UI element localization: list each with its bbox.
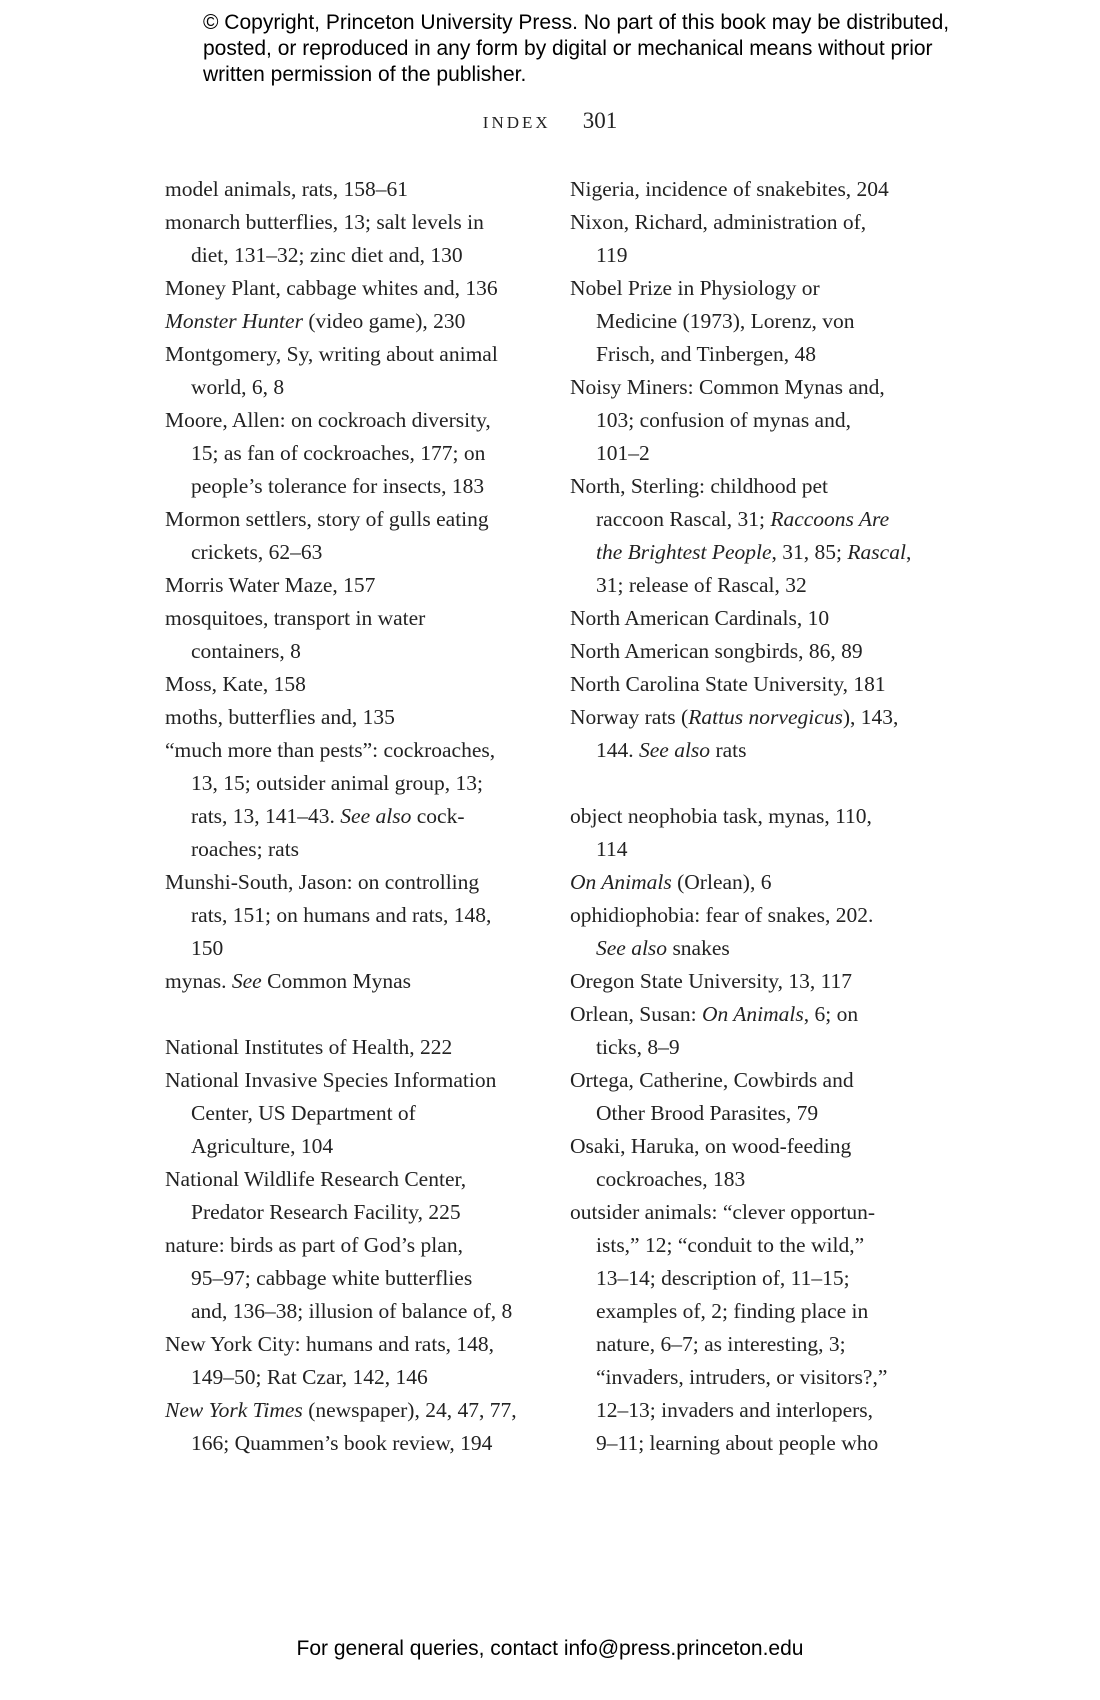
index-entry bbox=[570, 866, 950, 899]
entry-text: ticks, 8–9 bbox=[596, 1035, 680, 1059]
index-entry bbox=[165, 305, 545, 338]
index-entry bbox=[570, 1064, 950, 1097]
entry-text: ophidiophobia: fear of snakes, 202. bbox=[570, 903, 874, 927]
entry-text: outsider animals: “clever opportun- bbox=[570, 1200, 876, 1224]
index-entry-continuation bbox=[165, 371, 545, 404]
entry-text: 95–97; cabbage white butterflies bbox=[191, 1266, 473, 1290]
entry-text: Moore, Allen: on cockroach diversity, bbox=[165, 408, 491, 432]
index-column-right bbox=[570, 173, 950, 1460]
index-entry-continuation bbox=[570, 569, 950, 602]
index-entry bbox=[165, 1229, 545, 1262]
index-entry-continuation bbox=[570, 437, 950, 470]
index-entry-continuation bbox=[165, 1427, 545, 1460]
index-entry bbox=[570, 206, 950, 239]
entry-text: New York City: humans and rats, 148, bbox=[165, 1332, 495, 1356]
index-entry bbox=[165, 206, 545, 239]
entry-text: raccoon Rascal, 31; bbox=[596, 507, 771, 531]
index-entry bbox=[165, 1064, 545, 1097]
entry-text: snakes bbox=[667, 936, 730, 960]
index-entry-continuation bbox=[570, 1097, 950, 1130]
index-entry-continuation bbox=[570, 338, 950, 371]
index-entry-continuation bbox=[570, 833, 950, 866]
index-entry-continuation bbox=[570, 239, 950, 272]
italic-text: On Animals bbox=[701, 1002, 804, 1026]
italic-text: Rascal bbox=[847, 540, 906, 564]
index-entry bbox=[570, 668, 950, 701]
entry-text: rats, 151; on humans and rats, 148, bbox=[191, 903, 492, 927]
page-number: 301 bbox=[582, 108, 618, 133]
italic-text: See also bbox=[596, 936, 668, 960]
index-entry-continuation bbox=[570, 1394, 950, 1427]
index-entry-continuation bbox=[165, 800, 545, 833]
entry-text: people’s tolerance for insects, 183 bbox=[191, 474, 485, 498]
entry-text: Medicine (1973), Lorenz, von bbox=[596, 309, 855, 333]
index-entry-continuation bbox=[165, 1295, 545, 1328]
italic-text: See bbox=[231, 969, 262, 993]
index-entry bbox=[165, 866, 545, 899]
index-entry-continuation bbox=[570, 1229, 950, 1262]
entry-text: (newspaper), 24, 47, 77, bbox=[302, 1398, 517, 1422]
italic-text: See also bbox=[340, 804, 412, 828]
index-entry-continuation bbox=[165, 932, 545, 965]
entry-text: Center, US Department of bbox=[191, 1101, 416, 1125]
entry-text: 149–50; Rat Czar, 142, 146 bbox=[191, 1365, 428, 1389]
entry-text: object neophobia task, mynas, 110, bbox=[570, 804, 872, 828]
letter-group-gap bbox=[165, 998, 545, 1031]
entry-text: rats, 13, 141–43. bbox=[191, 804, 341, 828]
entry-text: cock- bbox=[411, 804, 465, 828]
index-entry bbox=[570, 998, 950, 1031]
entry-text: Morris Water Maze, 157 bbox=[165, 573, 376, 597]
entry-text: containers, 8 bbox=[191, 639, 301, 663]
entry-text: 13, 15; outsider animal group, 13; bbox=[191, 771, 484, 795]
entry-text: mynas. bbox=[165, 969, 232, 993]
entry-text: Nixon, Richard, administration of, bbox=[570, 210, 867, 234]
entry-text: rats bbox=[710, 738, 747, 762]
index-entry bbox=[570, 272, 950, 305]
running-head bbox=[0, 108, 1100, 134]
entry-text: 103; confusion of mynas and, bbox=[596, 408, 851, 432]
entry-text: moths, butterflies and, 135 bbox=[165, 705, 395, 729]
entry-text: 12–13; invaders and interlopers, bbox=[596, 1398, 874, 1422]
entry-text: Moss, Kate, 158 bbox=[165, 672, 306, 696]
index-entry bbox=[165, 965, 545, 998]
entry-text: “invaders, intruders, or visitors?,” bbox=[596, 1365, 888, 1389]
index-entry-continuation bbox=[570, 932, 950, 965]
entry-text: 13–14; description of, 11–15; bbox=[596, 1266, 850, 1290]
entry-text: roaches; rats bbox=[191, 837, 300, 861]
index-entry-continuation bbox=[165, 437, 545, 470]
index-entry bbox=[570, 173, 950, 206]
entry-text: 9–11; learning about people who bbox=[596, 1431, 879, 1455]
entry-text: North American Cardinals, 10 bbox=[570, 606, 830, 630]
index-entry-continuation bbox=[570, 1328, 950, 1361]
index-entry-continuation bbox=[570, 1031, 950, 1064]
italic-text: Rattus norvegicus bbox=[688, 705, 843, 729]
index-entry bbox=[570, 371, 950, 404]
italic-text: New York Times bbox=[165, 1398, 303, 1422]
entry-text: , 31, 85; bbox=[771, 540, 848, 564]
entry-text: 150 bbox=[191, 936, 224, 960]
entry-text: Money Plant, cabbage whites and, 136 bbox=[165, 276, 498, 300]
entry-text: mosquitoes, transport in water bbox=[165, 606, 426, 630]
index-entry bbox=[165, 701, 545, 734]
index-entry bbox=[570, 800, 950, 833]
entry-text: North, Sterling: childhood pet bbox=[570, 474, 828, 498]
italic-text: Raccoons Are bbox=[770, 507, 890, 531]
index-entry bbox=[165, 1031, 545, 1064]
entry-text: (video game), 230 bbox=[302, 309, 466, 333]
entry-text: National Invasive Species Information bbox=[165, 1068, 497, 1092]
entry-text: Ortega, Catherine, Cowbirds and bbox=[570, 1068, 854, 1092]
entry-text: ists,” 12; “conduit to the wild,” bbox=[596, 1233, 865, 1257]
entry-text: Mormon settlers, story of gulls eating bbox=[165, 507, 489, 531]
entry-text: Other Brood Parasites, 79 bbox=[596, 1101, 819, 1125]
index-entry-continuation bbox=[165, 1196, 545, 1229]
index-entry bbox=[165, 272, 545, 305]
index-entry-continuation bbox=[165, 1130, 545, 1163]
entry-text: “much more than pests”: cockroaches, bbox=[165, 738, 496, 762]
italic-text: See also bbox=[639, 738, 711, 762]
entry-text: Nobel Prize in Physiology or bbox=[570, 276, 820, 300]
entry-text: model animals, rats, 158–61 bbox=[165, 177, 409, 201]
index-entry bbox=[165, 1163, 545, 1196]
index-entry bbox=[165, 338, 545, 371]
index-entry bbox=[165, 173, 545, 206]
index-entry bbox=[570, 1196, 950, 1229]
index-entry-continuation bbox=[165, 239, 545, 272]
index-entry bbox=[165, 602, 545, 635]
index-entry-continuation bbox=[165, 1361, 545, 1394]
entry-text: Frisch, and Tinbergen, 48 bbox=[596, 342, 816, 366]
italic-text: On Animals bbox=[570, 870, 672, 894]
index-entry-continuation bbox=[570, 1427, 950, 1460]
entry-text: Norway rats ( bbox=[570, 705, 689, 729]
entry-text: 31; release of Rascal, 32 bbox=[596, 573, 807, 597]
entry-text: Noisy Miners: Common Mynas and, bbox=[570, 375, 885, 399]
entry-text: 101–2 bbox=[596, 441, 650, 465]
entry-text: Munshi-South, Jason: on controlling bbox=[165, 870, 480, 894]
entry-text: 166; Quammen’s book review, 194 bbox=[191, 1431, 493, 1455]
entry-text: Orlean, Susan: bbox=[570, 1002, 702, 1026]
index-entry-continuation bbox=[165, 833, 545, 866]
index-entry bbox=[570, 965, 950, 998]
index-entry bbox=[165, 1328, 545, 1361]
index-entry bbox=[165, 668, 545, 701]
index-entry-continuation bbox=[570, 1262, 950, 1295]
index-entry bbox=[165, 1394, 545, 1427]
entry-text: Common Mynas bbox=[261, 969, 412, 993]
index-entry-continuation bbox=[570, 536, 950, 569]
entry-text: crickets, 62–63 bbox=[191, 540, 323, 564]
entry-text: Agriculture, 104 bbox=[191, 1134, 334, 1158]
entry-text: Osaki, Haruka, on wood-feeding bbox=[570, 1134, 852, 1158]
index-entry bbox=[165, 569, 545, 602]
index-entry-continuation bbox=[165, 1097, 545, 1130]
entry-text: National Institutes of Health, 222 bbox=[165, 1035, 453, 1059]
entry-text: (Orlean), 6 bbox=[671, 870, 772, 894]
index-entry-continuation bbox=[570, 305, 950, 338]
entry-text: world, 6, 8 bbox=[191, 375, 285, 399]
index-entry-continuation bbox=[570, 1163, 950, 1196]
index-entry-continuation bbox=[165, 767, 545, 800]
entry-text: North American songbirds, 86, 89 bbox=[570, 639, 863, 663]
index-entry-continuation bbox=[165, 635, 545, 668]
index-entry-continuation bbox=[165, 536, 545, 569]
entry-text: nature, 6–7; as interesting, 3; bbox=[596, 1332, 846, 1356]
entry-text: examples of, 2; finding place in bbox=[596, 1299, 869, 1323]
index-entry-continuation bbox=[165, 899, 545, 932]
entry-text: cockroaches, 183 bbox=[596, 1167, 746, 1191]
index-entry-continuation bbox=[165, 470, 545, 503]
index-entry-continuation bbox=[570, 503, 950, 536]
entry-text: nature: birds as part of God’s plan, bbox=[165, 1233, 463, 1257]
letter-group-gap bbox=[570, 767, 950, 800]
index-entry-continuation bbox=[570, 404, 950, 437]
entry-text: Oregon State University, 13, 117 bbox=[570, 969, 853, 993]
entry-text: , 6; on bbox=[803, 1002, 859, 1026]
index-entry-continuation bbox=[570, 1361, 950, 1394]
entry-text: 114 bbox=[596, 837, 628, 861]
index-entry-continuation bbox=[165, 1262, 545, 1295]
index-entry bbox=[570, 635, 950, 668]
index-entry bbox=[570, 470, 950, 503]
index-entry bbox=[165, 503, 545, 536]
entry-text: diet, 131–32; zinc diet and, 130 bbox=[191, 243, 463, 267]
entry-text: Nigeria, incidence of snakebites, 204 bbox=[570, 177, 889, 201]
entry-text: National Wildlife Research Center, bbox=[165, 1167, 467, 1191]
index-entry bbox=[570, 1130, 950, 1163]
index-entry-continuation bbox=[570, 1295, 950, 1328]
entry-text: ), 143, bbox=[842, 705, 899, 729]
entry-text: , bbox=[905, 540, 912, 564]
index-entry bbox=[165, 734, 545, 767]
entry-text: North Carolina State University, 181 bbox=[570, 672, 886, 696]
entry-text: 15; as fan of cockroaches, 177; on bbox=[191, 441, 486, 465]
entry-text: 144. bbox=[596, 738, 639, 762]
entry-text: Predator Research Facility, 225 bbox=[191, 1200, 461, 1224]
entry-text: and, 136–38; illusion of balance of, 8 bbox=[191, 1299, 513, 1323]
copyright-notice: © Copyright, Princeton University Press. No part of this book may be distributed, posted, or reproduced in any form by digital or mechanical means without prior written permission of the publisher. bbox=[203, 11, 950, 86]
index-entry bbox=[570, 701, 950, 734]
index-entry-continuation bbox=[570, 734, 950, 767]
contact-footer: For general queries, contact info@press.princeton.edu bbox=[296, 1637, 804, 1660]
index-entry bbox=[570, 602, 950, 635]
italic-text: Monster Hunter bbox=[165, 309, 303, 333]
entry-text: 119 bbox=[596, 243, 628, 267]
section-label: INDEX bbox=[482, 113, 551, 132]
index-entry bbox=[570, 899, 950, 932]
entry-text: Montgomery, Sy, writing about animal bbox=[165, 342, 498, 366]
italic-text: the Brightest People bbox=[596, 540, 772, 564]
index-entry bbox=[165, 404, 545, 437]
index-column-left bbox=[165, 173, 545, 1460]
entry-text: monarch butterflies, 13; salt levels in bbox=[165, 210, 484, 234]
